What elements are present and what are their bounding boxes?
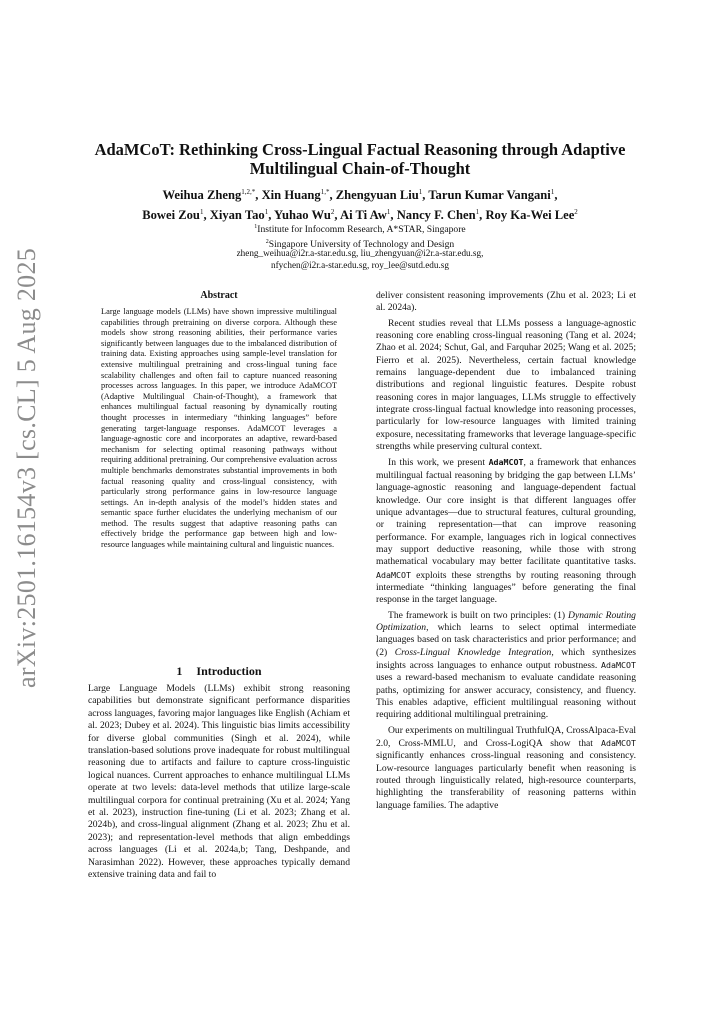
author: Nancy F. Chen <box>396 208 476 223</box>
author-affil-mark: 1 <box>550 188 555 196</box>
text-run: Our experiments on multilingual TruthfulQA, CrossAlpaca-Eval 2.0, Cross-MMLU, and Cross-LogiQA show that <box>376 724 636 750</box>
text-run: exploits these strengths by routing reasoning through intermediate “thinking languages” before generating the final response in the target language. <box>376 569 636 606</box>
paragraph <box>376 610 636 722</box>
paragraph: Recent studies reveal that LLMs possess a language-agnostic reasoning core enabling cross-lingual reasoning (Tang et al. 2024; Zhao et al. 2024; Schut, Gal, and Farquhar 2025; Wang et al. 2025; Fierro et al. 2025). Nevertheless, certain factual knowledge remains language-dependent due to imbalanced training distributions and regional linguistic features. Despite robust reasoning cores in major languages, LLMs struggle to effectively integrate cross-lingual factual knowledge into reasoning processes, particularly for low-resource languages with limited training exposure, necessitating frameworks that leverage language-specific strengths while preserving cultural context. <box>376 317 636 453</box>
author: Roy Ka-Wei Lee <box>485 208 575 223</box>
text-run: , a framework that enhances multilingual factual reasoning by bridging the gap between LLMs’ language-agnostic reasoning and language-dependent factual knowledge. Our core insight is that different languages offer unique advantages—due to structural features, cultural grounding, or training representation—that can improve reasoning performance. For example, languages rich in logical connectives may support deductive reasoning, while those with strong mathematical vocabulary may better facilitate quantitative tasks. <box>376 457 636 568</box>
author: Bowei Zou <box>142 208 200 223</box>
author-affil-mark: 1 <box>199 208 204 217</box>
email-line[interactable]: zheng_weihua@i2r.a-star.edu.sg, liu_zhengyuan@i2r.a-star.edu.sg, <box>236 248 484 258</box>
affiliation-mark: 1 <box>254 224 258 230</box>
text-run: , which synthesizes insights across languages to enhance output robustness. <box>376 646 636 671</box>
intro-paragraph: Large Language Models (LLMs) exhibit strong reasoning capabilities but demonstrate significant performance disparities across languages, favoring major languages like English (Achiam et al. 2023; Dubey et al. 2024). This linguistic bias limits accessibility for diverse global communities (Singh et al. 2024), while translation-based solutions prove inadequate for robust multilingual reasoning due to artifacts and failure to capture cross-linguistic logical nuances. Current approaches to enhance multilingual LLMs operate at two levels: data-level methods that utilize large-scale multilingual corpora for continual pretraining (Xu et al. 2024; Yang et al. 2023), instruction fine-tuning (Li et al. 2023; Zhang et al. 2024b), and cross-lingual alignment (Zhang et al. 2023; Zhu et al. 2023); and representation-level methods that align embeddings across languages (Li et al. 2024a,b; Tang, Deshpande, and Narasimhan 2022). However, these approaches typically demand extensive training data and fail to <box>88 683 350 881</box>
author: Yuhao Wu <box>274 208 331 223</box>
paragraph: deliver consistent reasoning improvements (Zhu et al. 2023; Li et al. 2024a). <box>376 290 636 314</box>
author: Xiyan Tao <box>209 208 265 223</box>
text-run: significantly enhances cross-lingual reasoning and consistency. Low-resource languages particularly benefit when reasoning is routed through linguistically related, high-resource counterparts, highlighting the transferability of reasoning patterns within language families. The adaptive <box>376 750 636 811</box>
author: Zhengyuan Liu <box>335 188 419 203</box>
text-run: The framework is built on two principles: (1) <box>388 609 569 621</box>
text-run: In this work, we present <box>388 457 489 469</box>
author-list: Weihua Zheng$^{1,2,*}$, Xin Huang$^{1,*}$, Zhengyuan Liu$^1$, Tarun Kumar Vangani$^1$, Bowei Zou$^1$, Xiyan Tao$^1$, Yuhao Wu$^2$, Ai Ti Aw$^1$, Nancy F. Chen$^1$, Roy Ka-Wei Lee$^2$ <box>142 188 578 223</box>
author-affil-mark: 1 <box>386 208 391 217</box>
author: Tarun Kumar Vangani <box>428 188 551 203</box>
author-affil-mark: 2 <box>330 208 335 217</box>
affiliation-text: Singapore University of Technology and Design <box>268 239 455 251</box>
method-name: AdaMCOT <box>488 457 524 468</box>
author: Weihua Zheng <box>162 188 242 203</box>
paper-title: AdaMCoT: Rethinking Cross-Lingual Factual Reasoning through Adaptive Multilingual Chain-of-Thought <box>94 140 626 178</box>
author: Xin Huang <box>261 188 321 203</box>
method-name: AdaMCOT <box>601 738 636 749</box>
right-column <box>376 290 636 812</box>
author-affil-mark: 2 <box>574 208 578 217</box>
method-name: AdaMCOT <box>376 569 411 580</box>
email-line[interactable]: nfychen@i2r.a-star.edu.sg, roy_lee@sutd.edu.sg <box>271 260 449 270</box>
emphasis: Cross-Lingual Knowledge Integration <box>394 646 552 658</box>
section-number: 1 <box>176 664 183 678</box>
abstract-text: Large language models (LLMs) have shown impressive multilingual capabilities through pretraining on diverse corpora. Although these models show strong reasoning abilities, their performance varies significantly between languages due to the imbalanced distribution of training data. Existing approaches using sample-level translation for extensive multilingual pretraining and cross-lingual tuning face scalability challenges and often fail to capture nuanced reasoning processes across languages. In this paper, we introduce AdaMCOT (Adaptive Multilingual Chain-of-Thought), a framework that enhances multilingual factual reasoning by dynamically routing thought processes in intermediary “thinking languages” before generating target-language responses. AdaMCOT leverages a language-agnostic core and incorporates an adaptive, reward-based mechanism for selecting optimal reasoning pathways without requiring additional pretraining. Our comprehensive evaluation across multiple benchmarks demonstrates substantial improvements in both factual reasoning quality and cross-lingual consistency, with particularly strong performance gains in low-resource language settings. An in-depth analysis of the model’s hidden states and semantic space further elucidates the underlying mechanism of our method. The results suggest that adaptive reasoning paths can effectively bridge the performance gap between high and low-resource languages while maintaining cultural and linguistic nuances. <box>101 307 337 550</box>
abstract-heading: Abstract <box>200 290 238 301</box>
affiliation-text: Institute for Infocomm Research, A*STAR, Singapore <box>257 224 466 236</box>
arxiv-identifier[interactable]: arXiv:2501.16154v3 [cs.CL] 5 Aug 2025 <box>12 247 41 688</box>
text-run: uses a reward-based mechanism to evaluate candidate reasoning paths, optimizing for answer accuracy, consistency, and fluency. This enables adaptive, efficient multilingual reasoning without requiring additional multilingual pretraining. <box>376 672 636 721</box>
author-affil-mark: 1 <box>418 188 423 196</box>
author-affil-mark: 1,2,* <box>241 188 256 196</box>
section-title: Introduction <box>196 664 262 678</box>
text-run: , which learns to select optimal intermediate languages based on task characteristics and prior performance; and (2) <box>376 621 636 658</box>
method-name: AdaMCOT <box>601 659 636 670</box>
author-affil-mark: 1 <box>264 208 269 217</box>
author: Ai Ti Aw <box>339 208 387 223</box>
author-affil-mark: 1 <box>475 208 480 217</box>
author-emails <box>90 247 630 271</box>
affiliation <box>90 221 630 236</box>
section-heading <box>88 664 350 679</box>
paragraph <box>376 725 636 812</box>
paragraph <box>376 456 636 606</box>
emphasis: Dynamic Routing Optimization <box>376 609 636 633</box>
author-affil-mark: 1,* <box>320 188 330 196</box>
affiliation-mark: 2 <box>265 239 269 246</box>
